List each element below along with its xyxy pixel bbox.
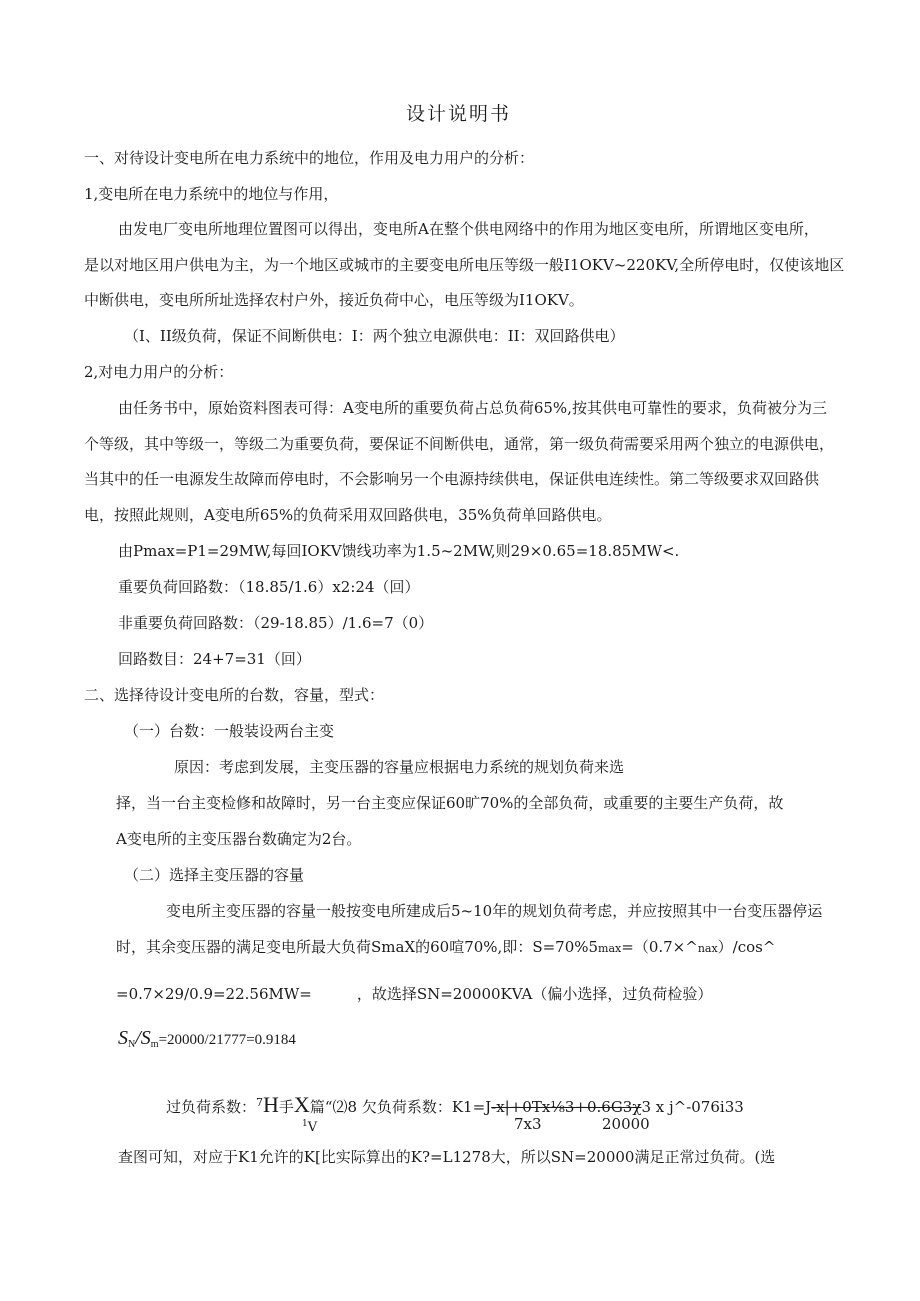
item-2-capacity: （二）选择主变压器的容量: [124, 866, 305, 884]
capacity-line-2-mid: =（0.7×^: [621, 938, 698, 956]
overload-big-2: X: [293, 1092, 310, 1117]
paragraph-2-line-1: 由任务书中，原始资料图表可得：A变电所的重要负荷占总负荷65%,按其供电可靠性的要求，负荷被分为三: [118, 399, 827, 417]
reason-line-1: 原因：考虑到发展，主变压器的容量应根据电力系统的规划负荷来选: [174, 758, 625, 776]
section-2-heading: 二、选择待设计变电所的台数，容量，型式：: [84, 686, 385, 704]
overload-sym: 7: [256, 1096, 264, 1109]
denominator-1-value: V: [307, 1120, 318, 1135]
calc-line-4: 回路数目：24+7=31（回）: [118, 650, 311, 668]
underload-label: 欠负荷系数：K1=J: [361, 1098, 492, 1116]
capacity-ratio: [118, 1028, 296, 1055]
page-title: 设计说明书: [406, 103, 512, 125]
capacity-line-3: =0.7×29/0.9=22.56MW= ，故选择SN=20000KVA（偏小选择，过负荷检验）: [116, 985, 713, 1003]
calc-line-1: 由Pmax=P1=29MW,每回IOKV馈线功率为1.5~2MW,则29×0.65=18.85MW<.: [118, 542, 680, 560]
capacity-line-2-sub: max: [598, 942, 622, 955]
ratio-symbol-1: S: [118, 1027, 128, 1049]
paragraph-2-line-4: 电，按照此规则，A变电所65%的负荷采用双回路供电，35%负荷单回路供电。: [84, 506, 612, 524]
section-1-sub-1: 1,变电所在电力系统中的地位与作用，: [84, 185, 339, 203]
load-coefficients: [166, 1093, 744, 1117]
paragraph-2-line-2: 个等级，其中等级一，等级二为重要负荷，要保证不间断供电，通常，第一级负荷需要采用两个独立的电源供电，: [84, 435, 835, 453]
overload-label: 过负荷系数：: [166, 1098, 257, 1116]
underload-tail: 3 x j^-076i33: [641, 1098, 744, 1116]
paragraph-1-line-2: 是以对地区用户供电为主，为一个地区或城市的主要变电所电压等级一般I1OKV~220KV,全所停电时，仅使该地区: [84, 256, 845, 274]
ratio-sub-1: N: [128, 1039, 136, 1050]
capacity-line-2: [116, 937, 775, 959]
denominator-1: [302, 1114, 317, 1138]
load-level-note: （I、II级负荷，保证不间断供电：I：两个独立电源供电：II：双回路供电）: [124, 327, 625, 345]
calc-line-3: 非重要负荷回路数：（29-18.85）/1.6=7（0）: [118, 614, 434, 632]
ratio-symbol-2: S: [140, 1027, 151, 1049]
ratio-value: =20000/21777=0.9184: [158, 1032, 296, 1048]
overload-mid: 手: [278, 1098, 294, 1116]
denominator-2: 7x3: [514, 1115, 542, 1133]
capacity-line-2-main: 时，其余变压器的满足变电所最大负荷SmaX的60喧70%,即：S=70%5: [116, 938, 599, 956]
section-1-sub-2: 2,对电力用户的分析：: [84, 363, 234, 381]
check-line: 查图可知，对应于K1允许的K[比实际算出的K?=L1278大，所以SN=20000满足正常过负荷。(选: [118, 1148, 776, 1166]
paragraph-1-line-3: 中断供电，变电所所址选择农村户外，接近负荷中心，电压等级为I1OKV。: [84, 291, 584, 309]
denominator-1-sup: 1: [302, 1119, 308, 1129]
calc-line-2: 重要负荷回路数：（18.85/1.6）x2:24（回）: [118, 578, 420, 596]
capacity-line-2-sub-2: nax: [697, 942, 718, 955]
paragraph-2-line-3: 当其中的任一电源发生故障而停电时，不会影响另一个电源持续供电，保证供电连续性。第二等级要求双回路供: [84, 470, 820, 488]
item-1-count: （一）台数：一般装设两台主变: [124, 722, 335, 740]
overload-big-1: H: [263, 1092, 279, 1117]
reason-line-3: A变电所的主变压器台数确定为2台。: [116, 830, 362, 848]
section-1-heading: 一、对待设计变电所在电力系统中的地位，作用及电力用户的分析：: [84, 149, 535, 167]
ratio-sub-2: m: [150, 1039, 159, 1050]
capacity-line-2-end: ）/cos^: [717, 938, 776, 956]
underload-strike: -x|+0Tx⅛3+0.6G3χ: [491, 1098, 642, 1116]
overload-tail: 篇“⑵8: [309, 1098, 358, 1116]
reason-line-2: 择，当一台主变检修和故障时，另一台主变应保证60旷70%的全部负荷，或重要的主要生产负荷，故: [116, 794, 784, 812]
paragraph-1-line-1: 由发电厂变电所地理位置图可以得出，变电所A在整个供电网络中的作用为地区变电所，所谓地区变电所，: [118, 220, 819, 238]
ratio-slash: /: [135, 1027, 141, 1049]
denominator-3: 20000: [602, 1115, 650, 1133]
capacity-line-1: 变电所主变压器的容量一般按变电所建成后5~10年的规划负荷考虑，并应按照其中一台变压器停运: [166, 902, 823, 920]
